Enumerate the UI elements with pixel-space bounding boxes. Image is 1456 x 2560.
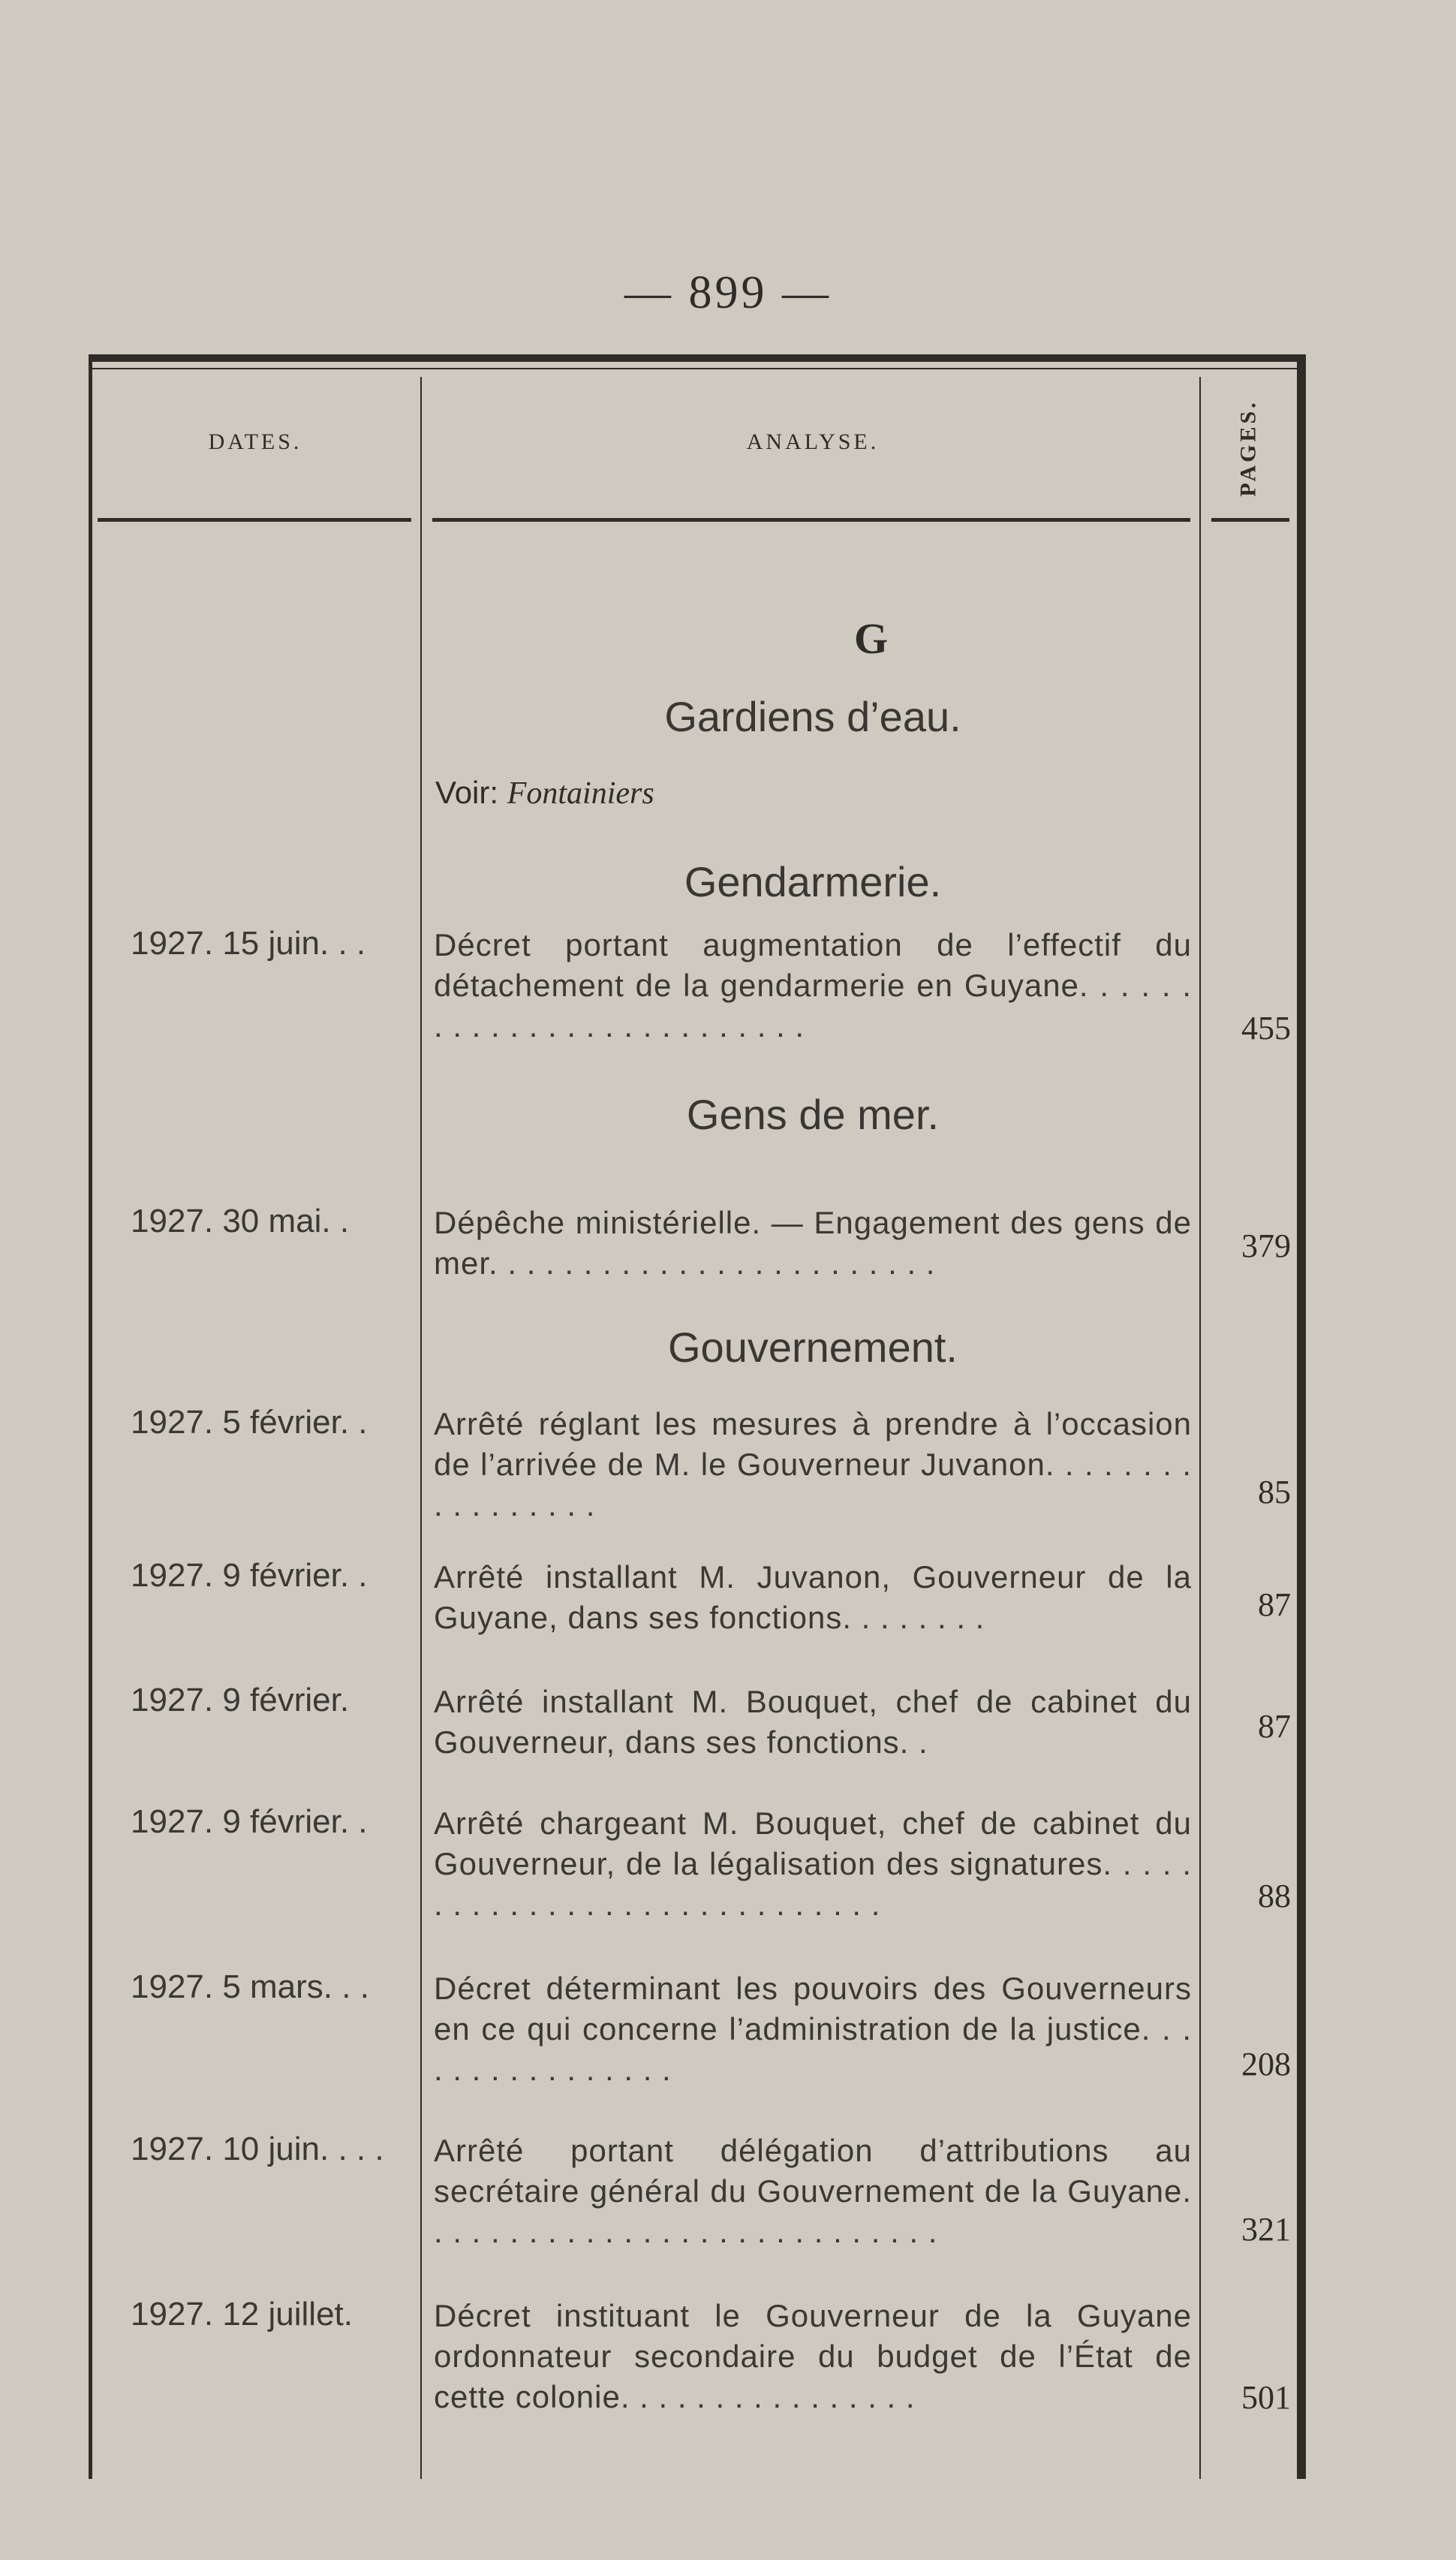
- entry-text: Arrêté chargeant M. Bouquet, chef de cabinet du Gouverneur, de la légalisation des signatures. . . . . . . . . . . . . . . . . . . . . . . . . . . . .: [434, 1806, 1192, 1922]
- entry-date: 1927. 9 février.: [131, 1682, 350, 1718]
- entry-date: 1927. 5 mars. . .: [131, 1968, 369, 2005]
- page-number: — 899 —: [624, 267, 832, 318]
- entry-page: 501: [1241, 2379, 1291, 2416]
- entry-page: 85: [1258, 1474, 1291, 1510]
- section-title-gardiens: Gardiens d’eau.: [664, 693, 961, 740]
- index-table: [89, 347, 1306, 2480]
- entry-page: 88: [1258, 1878, 1291, 1914]
- entry-page: 87: [1258, 1708, 1291, 1745]
- top-rule: [89, 354, 1306, 362]
- entry-page: 455: [1241, 1010, 1291, 1047]
- header-dates: DATES.: [208, 429, 302, 454]
- entry-text: Arrêté installant M. Bouquet, chef de cabinet du Gouverneur, dans ses fonctions. .: [434, 1684, 1192, 1760]
- header-rule-analyse: [432, 518, 1190, 522]
- section-letter: G: [854, 614, 889, 663]
- column-divider-pages: [1199, 377, 1201, 2479]
- header-rule-dates: [98, 518, 411, 522]
- entry-page: 321: [1241, 2211, 1291, 2248]
- top-rule-thin: [89, 368, 1306, 369]
- entry-date: 1927. 12 juillet.: [131, 2296, 353, 2333]
- entry-date: 1927. 5 février. .: [131, 1404, 368, 1441]
- see-also-ref: Fontainiers: [507, 776, 654, 811]
- entry-date: 1927. 10 juin. . . .: [131, 2131, 384, 2167]
- left-border: [89, 354, 92, 2479]
- column-divider-dates: [420, 377, 422, 2479]
- entry-text: Décret instituant le Gouverneur de la Guyane ordonnateur secondaire du budget de l’État de cette colonie. . . . . . . . . . . . . . . .: [434, 2298, 1192, 2414]
- header-rule-pages: [1211, 518, 1289, 522]
- section-title-gens-de-mer: Gens de mer.: [686, 1091, 940, 1138]
- header-pages: [1204, 392, 1294, 504]
- see-also: [435, 775, 654, 812]
- header-analyse: ANALYSE.: [746, 429, 880, 454]
- entry-date: 1927. 9 février. .: [131, 1557, 368, 1594]
- entry-date: 1927. 15 juin. . .: [131, 925, 366, 962]
- entry-text: Décret déterminant les pouvoirs des Gouverneurs en ce qui concerne l’administration de la justice. . . . . . . . . . . . . . . .: [434, 1971, 1192, 2087]
- entry-text: Arrêté réglant les mesures à prendre à l’occasion de l’arrivée de M. le Gouverneur Juvanon. . . . . . . . . . . . . . . . .: [434, 1406, 1192, 1522]
- entry-page: 208: [1241, 2046, 1291, 2083]
- section-title-gendarmerie: Gendarmerie.: [684, 858, 942, 905]
- entry-date: 1927. 30 mai. .: [131, 1203, 350, 1239]
- right-border: [1297, 354, 1306, 2479]
- entry-page: 379: [1241, 1227, 1291, 1264]
- entry-text: Arrêté portant délégation d’attributions au secrétaire général du Gouvernement de la Guyane. . . . . . . . . . . . . . . . . . . . . . . . . . . .: [434, 2133, 1192, 2249]
- entry-page: 87: [1258, 1586, 1291, 1623]
- entry-text: Décret portant augmentation de l’effectif du détachement de la gendarmerie en Guyane. . . . . . . . . . . . . . . . . . . . . . . . . .: [434, 927, 1192, 1044]
- see-also-label: Voir:: [435, 775, 499, 810]
- entry-text: Arrêté installant M. Juvanon, Gouverneur de la Guyane, dans ses fonctions. . . . . . . .: [434, 1559, 1192, 1635]
- entry-date: 1927. 9 février. .: [131, 1803, 368, 1840]
- header-pages-label: PAGES.: [1236, 399, 1262, 497]
- section-title-gouvernement: Gouvernement.: [668, 1324, 958, 1371]
- entry-text: Dépêche ministérielle. — Engagement des gens de mer. . . . . . . . . . . . . . . . . . . . . . . .: [434, 1205, 1192, 1281]
